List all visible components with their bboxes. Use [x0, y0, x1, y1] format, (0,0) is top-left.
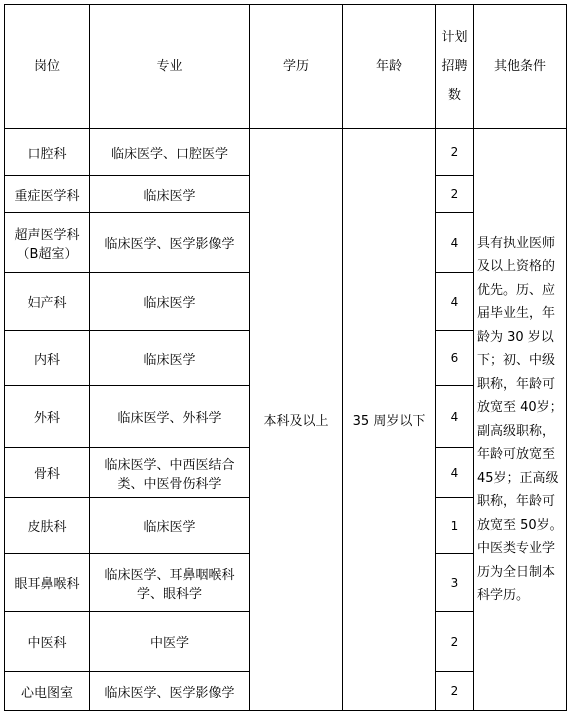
major-cell: 临床医学 — [90, 498, 250, 554]
quota-cell: 1 — [436, 498, 474, 554]
quota-cell: 3 — [436, 554, 474, 612]
condition-line: 具有执业医师 — [477, 235, 556, 251]
quota-cell: 4 — [436, 213, 474, 273]
other-conditions-cell — [474, 129, 567, 711]
major-cell: 中医学 — [90, 612, 250, 672]
position-cell: 口腔科 — [5, 129, 90, 176]
condition-line: 放宽至 40岁； — [477, 400, 563, 415]
position-cell: 骨科 — [5, 448, 90, 498]
quota-cell: 2 — [436, 612, 474, 672]
recruitment-table — [4, 4, 567, 711]
major-cell: 临床医学、医学影像学 — [90, 213, 250, 273]
header-position: 岗位 — [5, 5, 90, 129]
quota-cell: 2 — [436, 176, 474, 213]
major-cell: 临床医学 — [90, 273, 250, 331]
age-cell: 35 周岁以下 — [343, 129, 436, 711]
condition-line: 年龄可放宽至 — [477, 447, 556, 462]
quota-cell: 2 — [436, 129, 474, 176]
condition-line: 届毕业生，年 — [477, 306, 556, 321]
position-cell: 中医科 — [5, 612, 90, 672]
condition-line: 45岁；正高级 — [477, 470, 559, 486]
education-cell: 本科及以上 — [250, 129, 343, 711]
header-quota — [436, 5, 474, 129]
header-other: 其他条件 — [474, 5, 567, 129]
condition-line: 优先。历、应 — [477, 282, 556, 298]
major-cell: 临床医学 — [90, 176, 250, 213]
table-row — [5, 129, 567, 176]
condition-line: 科学历。 — [477, 588, 530, 603]
major-cell: 临床医学、耳鼻咽喉科学、眼科学 — [90, 554, 250, 612]
condition-line: 及以上资格的 — [477, 259, 556, 274]
header-education: 学历 — [250, 5, 343, 129]
quota-cell: 4 — [436, 273, 474, 331]
position-cell: 皮肤科 — [5, 498, 90, 554]
condition-line: 中医类专业学 — [477, 541, 556, 556]
quota-cell: 2 — [436, 672, 474, 711]
position-cell: 超声医学科（B超室） — [5, 213, 90, 273]
position-cell: 妇产科 — [5, 273, 90, 331]
major-cell: 临床医学 — [90, 331, 250, 386]
major-cell: 临床医学、医学影像学 — [90, 672, 250, 711]
quota-cell: 4 — [436, 448, 474, 498]
position-cell: 眼耳鼻喉科 — [5, 554, 90, 612]
header-quota-line: 招聘 — [441, 59, 468, 74]
header-quota-line: 计划 — [441, 30, 468, 45]
position-cell: 内科 — [5, 331, 90, 386]
quota-cell: 6 — [436, 331, 474, 386]
condition-line: 副高级职称， — [477, 423, 556, 439]
major-cell: 临床医学、口腔医学 — [90, 129, 250, 176]
condition-line: 历为全日制本 — [477, 564, 556, 580]
condition-line: 职称，年龄可 — [477, 376, 556, 392]
quota-cell: 4 — [436, 386, 474, 448]
major-cell: 临床医学、中西医结合类、中医骨伤科学 — [90, 448, 250, 498]
header-major: 专业 — [90, 5, 250, 129]
condition-line: 龄为 30 岁以 — [477, 329, 554, 345]
header-quota-line: 数 — [447, 88, 461, 103]
header-age: 年龄 — [343, 5, 436, 129]
major-cell: 临床医学、外科学 — [90, 386, 250, 448]
position-cell: 外科 — [5, 386, 90, 448]
condition-line: 职称，年龄可 — [477, 494, 556, 509]
position-cell: 重症医学科 — [5, 176, 90, 213]
position-cell: 心电图室 — [5, 672, 90, 711]
condition-line: 放宽至 50岁。 — [477, 517, 563, 533]
header-row — [5, 5, 567, 129]
condition-line: 下；初、中级 — [477, 353, 556, 368]
